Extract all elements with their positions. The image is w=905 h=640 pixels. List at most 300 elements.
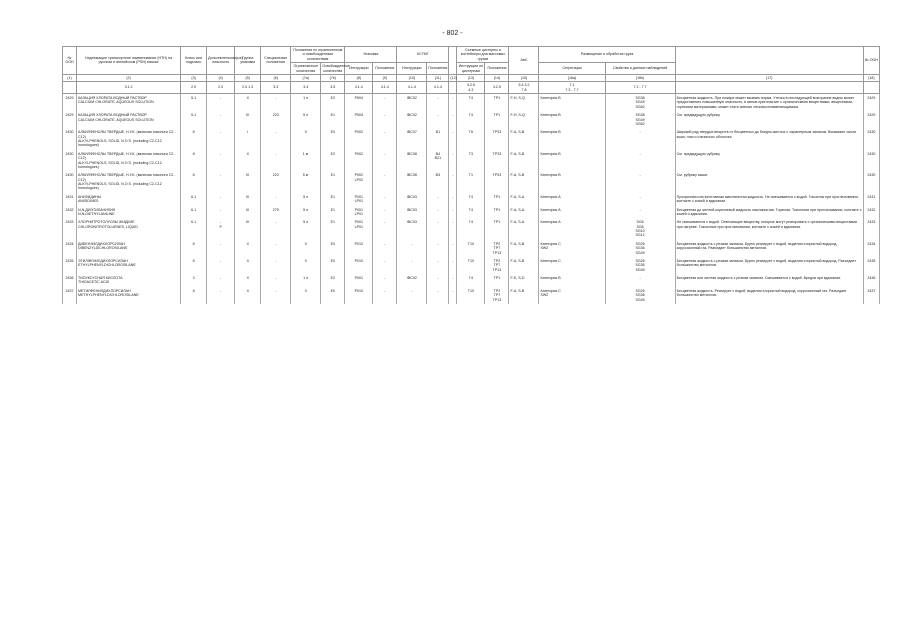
packing-instruction: P002 bbox=[345, 150, 373, 172]
un-number: 2437 bbox=[63, 287, 77, 304]
properties: Бесцветная жидкость. Реагирует с водой, выделяя хлористый водород, коррозионный газ. Разъедает большинство металлов. bbox=[675, 287, 863, 304]
name-english: CALCIUM CHLORATE, AQUEOUS SOLUTION bbox=[78, 117, 154, 122]
column-reference: 3.3 bbox=[261, 82, 291, 94]
name-english: ALKYLPHENOLS, SOLID, N.O.S. (including C2-C12 homologues) bbox=[78, 160, 162, 169]
ibc-provision: B1 bbox=[427, 128, 449, 150]
stowage: Категория А bbox=[539, 193, 605, 206]
column-number: (9) bbox=[373, 74, 397, 81]
special-provision: - bbox=[261, 94, 291, 112]
name-russian: N,N-ДИЭТИЛАНИЛИН bbox=[78, 207, 116, 212]
tank-instruction: T6 bbox=[457, 128, 485, 150]
packing-group: III bbox=[235, 193, 261, 206]
column-reference bbox=[675, 82, 863, 94]
ems-code: F-A, S-B bbox=[509, 171, 539, 193]
ibc-provision: - bbox=[427, 240, 449, 257]
column-number: (6) bbox=[261, 74, 291, 81]
column-number: (16a) bbox=[539, 74, 605, 81]
table-row bbox=[63, 218, 880, 240]
ibc-instruction: IBC07 bbox=[397, 128, 427, 150]
class: 8 bbox=[181, 150, 207, 172]
header-tank-provisions: Положения bbox=[485, 63, 509, 75]
packing-group: II bbox=[235, 287, 261, 304]
header-ibc: КСГМГ bbox=[397, 47, 449, 63]
packing-provision: - bbox=[373, 257, 397, 274]
packing-instruction: P002 LP02 bbox=[345, 171, 373, 193]
header-row bbox=[63, 47, 880, 63]
stowage: Категория А bbox=[539, 206, 605, 219]
ibc-instruction: IBC03 bbox=[397, 193, 427, 206]
header-un-number-end: № ООН bbox=[863, 47, 879, 75]
tank-provision: TP33 bbox=[485, 171, 509, 193]
column-number: (18) bbox=[863, 74, 879, 81]
header-un-number: № ООН bbox=[63, 47, 77, 75]
ibc-provision: - bbox=[427, 287, 449, 304]
name-russian: ХЛОРНИТРОТОЛУОЛЫ ЖИДКИЕ bbox=[78, 220, 135, 225]
limited-quantity: 0 bbox=[291, 257, 321, 274]
segregation: SG26 SG36 SG49 bbox=[605, 257, 675, 274]
segregation: - bbox=[605, 128, 675, 150]
excepted-quantity: E1 bbox=[321, 171, 345, 193]
table-row bbox=[63, 111, 880, 128]
class: 8 bbox=[181, 257, 207, 274]
ems-code: F-A, S-B bbox=[509, 128, 539, 150]
properties: Бесцветная жидкость. При пожаре может вызвать взрыв. Утечка в последующей возгорание водны может предоставлять повышенную опасность, в явном пригонастие с органическими веществами, веществами, горючими материалами, может стать смесью легковоспламеняющимися. bbox=[675, 94, 863, 112]
header-blank bbox=[449, 47, 457, 75]
un-number-end: 2429 bbox=[863, 94, 879, 112]
subsidiary-risk: - bbox=[207, 150, 235, 172]
packing-group: II bbox=[235, 274, 261, 287]
shipping-name bbox=[77, 257, 181, 274]
column-reference: 4.1.4 bbox=[345, 82, 373, 94]
column-reference: 3.1.2 bbox=[77, 82, 181, 94]
column-reference: 7.2 - 7.7 bbox=[605, 82, 675, 94]
segregation: - bbox=[605, 150, 675, 172]
ibc-provision: B4 B21 bbox=[427, 150, 449, 172]
column-reference: 4.2.5 bbox=[485, 82, 509, 94]
properties: См. предыдущую рубрику. bbox=[675, 150, 863, 172]
tank-provision: TP1 bbox=[485, 94, 509, 112]
blank-cell: - bbox=[449, 240, 457, 257]
packing-group: II bbox=[235, 94, 261, 112]
properties: Прозрачная или желтоватая маслянистая жидкость. Не смешивается с водой. Токсичны при проглатывании, контакте с кожей и вдыхании. bbox=[675, 193, 863, 206]
table-row bbox=[63, 206, 880, 219]
un-number-end: 2433 bbox=[863, 218, 879, 240]
stowage: Категория В bbox=[539, 128, 605, 150]
properties: См. предыдущую рубрику. bbox=[675, 111, 863, 128]
packing-instruction: P504 bbox=[345, 94, 373, 112]
limited-quantity: 0 bbox=[291, 240, 321, 257]
class: 5.1 bbox=[181, 111, 207, 128]
subsidiary-risk: - bbox=[207, 94, 235, 112]
tank-instruction: T4 bbox=[457, 274, 485, 287]
limited-quantity: 5 кг bbox=[291, 171, 321, 193]
shipping-name bbox=[77, 111, 181, 128]
header-tank-instructions: Инструкции по цистернам bbox=[458, 64, 484, 73]
column-number: (16b) bbox=[605, 74, 675, 81]
header-ibc-instructions: Инструкции bbox=[397, 63, 427, 75]
special-provision: - bbox=[261, 193, 291, 206]
header-pack-instructions: Инструкции bbox=[345, 63, 373, 75]
name-russian: КАЛЬЦИЯ ХЛОРАТА ВОДНЫЙ РАСТВОР bbox=[78, 96, 147, 100]
column-number: (12) bbox=[450, 75, 457, 80]
column-reference: 5.4.3.2 7.8 bbox=[509, 82, 539, 94]
packing-provision: - bbox=[373, 111, 397, 128]
tank-provision: TP1 bbox=[485, 193, 509, 206]
packing-provision: - bbox=[373, 287, 397, 304]
name-english: ANISIDINES bbox=[78, 199, 99, 204]
ibc-instruction: IBC02 bbox=[397, 111, 427, 128]
un-number-end: 2430 bbox=[863, 128, 879, 150]
blank-cell: - bbox=[449, 193, 457, 206]
column-reference bbox=[863, 82, 879, 94]
tank-instruction: T10 bbox=[457, 240, 485, 257]
ems-code: F-A, S-A bbox=[509, 206, 539, 219]
column-reference: 3.4 bbox=[291, 82, 321, 94]
segregation: - bbox=[605, 171, 675, 193]
header-shipping-name: Надлежащее транспортное наименование (НТН) на русском и английском (PSN) языках bbox=[77, 47, 181, 75]
packing-group: I bbox=[235, 128, 261, 150]
excepted-quantity: E2 bbox=[321, 94, 345, 112]
packing-group: II bbox=[235, 257, 261, 274]
header-subsidiary-risk: Дополнительная(ые) опасность bbox=[207, 47, 235, 75]
name-english: CALCIUM CHLORATE, AQUEOUS SOLUTION bbox=[78, 100, 154, 105]
special-provision: 279 bbox=[261, 206, 291, 219]
tank-provision: TP2 TP7 TP13 bbox=[485, 240, 509, 257]
special-provision: 223 bbox=[261, 111, 291, 128]
limited-quantity: 0 bbox=[291, 287, 321, 304]
ibc-instruction: IBC02 bbox=[397, 274, 427, 287]
column-number: (13) bbox=[457, 74, 485, 81]
column-number: (1) bbox=[63, 74, 77, 81]
blank-cell: - bbox=[449, 287, 457, 304]
limited-quantity: 0 bbox=[291, 128, 321, 150]
ems-code: F-H, S-Q bbox=[509, 94, 539, 112]
column-number-row bbox=[63, 74, 880, 81]
class: 6.1 bbox=[181, 206, 207, 219]
table-row bbox=[63, 193, 880, 206]
column-number: (4) bbox=[207, 74, 235, 81]
shipping-name bbox=[77, 240, 181, 257]
blank-cell: - bbox=[449, 171, 457, 193]
class: 8 bbox=[181, 287, 207, 304]
tank-instruction: T1 bbox=[457, 171, 485, 193]
subsidiary-risk: - bbox=[207, 193, 235, 206]
excepted-quantity: E2 bbox=[321, 274, 345, 287]
subsidiary-risk: - bbox=[207, 240, 235, 257]
special-provision: - bbox=[261, 257, 291, 274]
shipping-name bbox=[77, 218, 181, 240]
table-body bbox=[63, 94, 880, 304]
column-reference-row bbox=[63, 82, 880, 94]
ibc-provision: B3 bbox=[427, 171, 449, 193]
packing-group: II bbox=[235, 150, 261, 172]
column-reference: 3.5 bbox=[321, 82, 345, 94]
class: 6.1 bbox=[181, 218, 207, 240]
un-number: 2430 bbox=[63, 128, 77, 150]
segregation: - bbox=[605, 193, 675, 206]
name-english: ETHYLPHENYLDICHLOROSILANE bbox=[78, 263, 136, 268]
name-russian: ТИОУКСУСНАЯ КИСЛОТА bbox=[78, 276, 123, 280]
packing-provision: - bbox=[373, 240, 397, 257]
excepted-quantity: E0 bbox=[321, 287, 345, 304]
packing-provision: - bbox=[373, 274, 397, 287]
subsidiary-risk: - bbox=[207, 257, 235, 274]
page-number: - 802 - bbox=[442, 30, 463, 37]
limited-quantity: 5 л bbox=[291, 218, 321, 240]
packing-instruction: P001 LP01 bbox=[345, 206, 373, 219]
blank-cell: - bbox=[449, 150, 457, 172]
un-number-end: 2430 bbox=[863, 171, 879, 193]
ibc-instruction: IBC03 bbox=[397, 218, 427, 240]
header-ems: АвС bbox=[509, 47, 539, 75]
header-ibc-provisions: Положения bbox=[427, 63, 449, 75]
limited-quantity: 5 л bbox=[291, 111, 321, 128]
header-segregation-spacer bbox=[675, 47, 863, 75]
column-reference: 2.0.1.3 bbox=[235, 82, 261, 94]
column-number: (7a) bbox=[291, 74, 321, 81]
subsidiary-risk: - bbox=[207, 274, 235, 287]
tank-instruction: T4 bbox=[457, 206, 485, 219]
limited-quantity: 1 л bbox=[291, 274, 321, 287]
class: 6.1 bbox=[181, 193, 207, 206]
blank-cell: - bbox=[449, 218, 457, 240]
un-number: 2429 bbox=[63, 94, 77, 112]
column-reference: 4.1.4 bbox=[427, 82, 449, 94]
column-number: (17) bbox=[675, 74, 863, 81]
tank-provision: TP1 bbox=[485, 274, 509, 287]
packing-instruction: P504 bbox=[345, 111, 373, 128]
header-limited-excepted: Положения по ограниченным и освобожденным количествам bbox=[291, 47, 345, 63]
header-packing-group: Группа упаковки bbox=[235, 47, 261, 75]
un-number-end: 2432 bbox=[863, 206, 879, 219]
class: 3 bbox=[181, 274, 207, 287]
header-pack-provisions: Положения bbox=[373, 63, 397, 75]
blank-cell: - bbox=[449, 111, 457, 128]
shipping-name bbox=[77, 94, 181, 112]
ems-code: F-A, S-B bbox=[509, 287, 539, 304]
header-excepted: Освобожденные количества bbox=[322, 64, 350, 73]
name-english: METHYLPHENYLDICHLOROSILANE bbox=[78, 293, 139, 298]
packing-instruction: P001 bbox=[345, 274, 373, 287]
packing-instruction: P001 LP01 bbox=[345, 193, 373, 206]
excepted-quantity: E2 bbox=[321, 150, 345, 172]
stowage: Категория C SW2 bbox=[539, 287, 605, 304]
name-russian: МЕТИЛФЕНИЛДИХЛОРСИЛАН bbox=[78, 288, 131, 293]
name-russian: ЭТИЛФЕНИЛДИХЛОРСИЛАН bbox=[78, 258, 128, 263]
tank-provision: TP33 bbox=[485, 128, 509, 150]
ibc-instruction: - bbox=[397, 240, 427, 257]
packing-instruction: P001 LP01 bbox=[345, 218, 373, 240]
properties: Бесцветная жидкость с резким запахом. Бурно реагирует с водой, выделяя хлористый водород. Разъедает большинство металлов. bbox=[675, 257, 863, 274]
column-reference: 4.1.4 bbox=[397, 82, 427, 94]
un-number: 2435 bbox=[63, 257, 77, 274]
blank-cell: - bbox=[449, 128, 457, 150]
tank-provision: TP1 bbox=[485, 218, 509, 240]
subsidiary-risk: - bbox=[207, 111, 235, 128]
packing-group: III bbox=[235, 111, 261, 128]
un-number-end: 2436 bbox=[863, 274, 879, 287]
stowage: Категория В bbox=[539, 111, 605, 128]
limited-quantity: 1 л bbox=[291, 94, 321, 112]
column-number: (3) bbox=[181, 74, 207, 81]
name-russian: АЛКИЛФЕНОЛЫ ТВЕРДЫЕ, Н.У.К. (включая гомологи C2 - C12) bbox=[78, 173, 176, 182]
ibc-instruction: - bbox=[397, 287, 427, 304]
name-english: THIOACETIC ACID bbox=[78, 280, 110, 285]
dangerous-goods-table bbox=[62, 46, 880, 636]
ibc-instruction: IBC08 bbox=[397, 150, 427, 172]
name-russian: АЛКИЛФЕНОЛЫ ТВЕРДЫЕ, Н.У.К. (включая гомологи C2 - C12) bbox=[78, 130, 176, 139]
ems-code: F-H, S-Q bbox=[509, 111, 539, 128]
un-number: 2436 bbox=[63, 274, 77, 287]
column-number: (10) bbox=[397, 74, 427, 81]
limited-quantity: 1 кг bbox=[291, 150, 321, 172]
shipping-name bbox=[77, 150, 181, 172]
column-number: (15) bbox=[509, 74, 539, 81]
ibc-provision: - bbox=[427, 94, 449, 112]
properties: Не смешиваются с водой. Отвечающие веществу, которые могут реагировать с органическими веществами при нагреве. Токсичные при проглатывании, контакте с кожей и вдыхании. bbox=[675, 218, 863, 240]
segregation: SG38 SG49 SG62 bbox=[605, 111, 675, 128]
limited-quantity: 5 л bbox=[291, 193, 321, 206]
packing-provision: - bbox=[373, 94, 397, 112]
ems-code: F-A, S-A bbox=[509, 218, 539, 240]
un-number: 2430 bbox=[63, 171, 77, 193]
column-reference bbox=[449, 82, 457, 94]
tank-provision: TP2 TP7 TP13 bbox=[485, 287, 509, 304]
column-number: (2) bbox=[77, 74, 181, 81]
name-russian: АЛКИЛФЕНОЛЫ ТВЕРДЫЕ, Н.У.К. (включая гомологи C2 - C12) bbox=[78, 151, 176, 161]
excepted-quantity: E1 bbox=[321, 193, 345, 206]
ibc-provision: - bbox=[427, 218, 449, 240]
table-row bbox=[63, 171, 880, 193]
special-provision: - bbox=[261, 128, 291, 150]
ibc-instruction: IBC08 bbox=[397, 171, 427, 193]
special-provision: 223 bbox=[261, 171, 291, 193]
excepted-quantity: E0 bbox=[321, 128, 345, 150]
un-number: 2429 bbox=[63, 111, 77, 128]
header-class: Класс или подкласс bbox=[181, 47, 207, 75]
tank-provision: TP2 TP7 TP13 bbox=[485, 257, 509, 274]
tank-provision: TP1 bbox=[485, 206, 509, 219]
un-number: 2434 bbox=[63, 240, 77, 257]
stowage: Категория В bbox=[539, 171, 605, 193]
name-russian: КАЛЬЦИЯ ХЛОРАТА ВОДНЫЙ РАСТВОР bbox=[78, 113, 147, 118]
table-row bbox=[63, 150, 880, 172]
un-number: 2430 bbox=[63, 150, 77, 172]
special-provision: - bbox=[261, 218, 291, 240]
column-reference: 4.2.5 4.3 bbox=[457, 82, 485, 94]
class: 8 bbox=[181, 240, 207, 257]
column-reference: 4.1.4 bbox=[373, 82, 397, 94]
properties: Бесцветная до желтой-коричневой жидкость маслянистая. Горючая. Токсичная при проглатывании, контакте с кожей и вдыхании. bbox=[675, 206, 863, 219]
name-english: ALKYLPHENOLS, SOLID, N.O.S. (including C2-C12 homologues) bbox=[78, 139, 162, 148]
properties: Широкий ряд твердых веществ от бесцветных до бледно-желтых с характерным запахом. Вызывают ожоги кожи, глаз и слизистых оболочек. bbox=[675, 128, 863, 150]
header-limited: Ограниченные количества bbox=[291, 63, 321, 75]
name-russian: ДИБЕНЗИЛДИХЛОРСИЛАН bbox=[78, 241, 125, 246]
un-number: 2433 bbox=[63, 218, 77, 240]
column-number: (14) bbox=[485, 74, 509, 81]
class: 8 bbox=[181, 171, 207, 193]
table-row bbox=[63, 274, 880, 287]
excepted-quantity: E1 bbox=[321, 206, 345, 219]
special-provision: - bbox=[261, 150, 291, 172]
subsidiary-risk: - bbox=[207, 287, 235, 304]
packing-instruction: P010 bbox=[345, 287, 373, 304]
un-number-end: 2435 bbox=[863, 257, 879, 274]
header-packaging: Упаковка bbox=[345, 47, 397, 63]
class: 8 bbox=[181, 128, 207, 150]
tank-instruction: T10 bbox=[457, 287, 485, 304]
shipping-name bbox=[77, 171, 181, 193]
special-provision: - bbox=[261, 274, 291, 287]
special-provision: - bbox=[261, 287, 291, 304]
packing-group: III bbox=[235, 218, 261, 240]
subsidiary-risk: - bbox=[207, 206, 235, 219]
properties: Бесцветная или желтая жидкость с резким запахом. Смешивается с водой. Вредна при вдыхании. bbox=[675, 274, 863, 287]
tank-instruction: T3 bbox=[457, 150, 485, 172]
name-english: ALKYLPHENOLS, SOLID, N.O.S. (including C2-C12 homologues) bbox=[78, 182, 162, 191]
packing-provision: - bbox=[373, 150, 397, 172]
segregation: - bbox=[605, 206, 675, 219]
subsidiary-risk: - bbox=[207, 171, 235, 193]
tank-instruction: T4 bbox=[457, 111, 485, 128]
excepted-quantity: E0 bbox=[321, 257, 345, 274]
name-english: N,N-DIETHYLANILINE bbox=[78, 211, 115, 216]
stowage: Категория B bbox=[539, 274, 605, 287]
column-reference: 2.0 bbox=[207, 82, 235, 94]
ibc-provision: - bbox=[427, 257, 449, 274]
column-number: (5) bbox=[235, 74, 261, 81]
column-reference: 7.1 7.3 - 7.7 bbox=[539, 82, 605, 94]
un-number-end: 2429 bbox=[863, 111, 879, 128]
table-row bbox=[63, 128, 880, 150]
stowage: Категория C SW2 bbox=[539, 240, 605, 257]
header-special-provisions: Специальные положения bbox=[261, 47, 291, 75]
name-english: CHLORONITROTOLUENES, LIQUID bbox=[78, 224, 138, 229]
packing-provision: - bbox=[373, 171, 397, 193]
ibc-instruction: IBC02 bbox=[397, 94, 427, 112]
blank-cell: - bbox=[449, 94, 457, 112]
tank-instruction: T4 bbox=[457, 94, 485, 112]
ems-code: F-A, S-B bbox=[509, 257, 539, 274]
table-row bbox=[63, 257, 880, 274]
packing-provision: - bbox=[373, 206, 397, 219]
shipping-name bbox=[77, 193, 181, 206]
stowage: Категория А bbox=[539, 218, 605, 240]
un-number-end: 2431 bbox=[863, 193, 879, 206]
un-number-end: 2437 bbox=[863, 287, 879, 304]
column-reference: 2.0 bbox=[181, 82, 207, 94]
properties: См. рубрику выше. bbox=[675, 171, 863, 193]
properties: Бесцветная жидкость с резким запахом. Бурно реагирует с водой, выделяя хлористый водород, коррозионный газ. Разъедает большинство металлов. bbox=[675, 240, 863, 257]
ems-code: F-A, S-B bbox=[509, 240, 539, 257]
header-properties: Свойства и данные наблюдений bbox=[605, 63, 675, 75]
column-number: (11) bbox=[427, 74, 449, 81]
segregation: SG38 SG49 SG62 bbox=[605, 94, 675, 112]
packing-instruction: P010 bbox=[345, 240, 373, 257]
segregation: SG6 SG8 SG10 SG12 bbox=[605, 218, 675, 240]
limited-quantity: 5 л bbox=[291, 206, 321, 219]
shipping-name bbox=[77, 206, 181, 219]
subsidiary-risk: - P bbox=[207, 218, 235, 240]
un-number-end: 2430 bbox=[863, 150, 879, 172]
subsidiary-risk: - bbox=[207, 128, 235, 150]
table-row bbox=[63, 240, 880, 257]
shipping-name bbox=[77, 274, 181, 287]
stowage: Категория C bbox=[539, 257, 605, 274]
blank-cell: - bbox=[449, 206, 457, 219]
un-number-end: 2434 bbox=[863, 240, 879, 257]
excepted-quantity: E1 bbox=[321, 218, 345, 240]
